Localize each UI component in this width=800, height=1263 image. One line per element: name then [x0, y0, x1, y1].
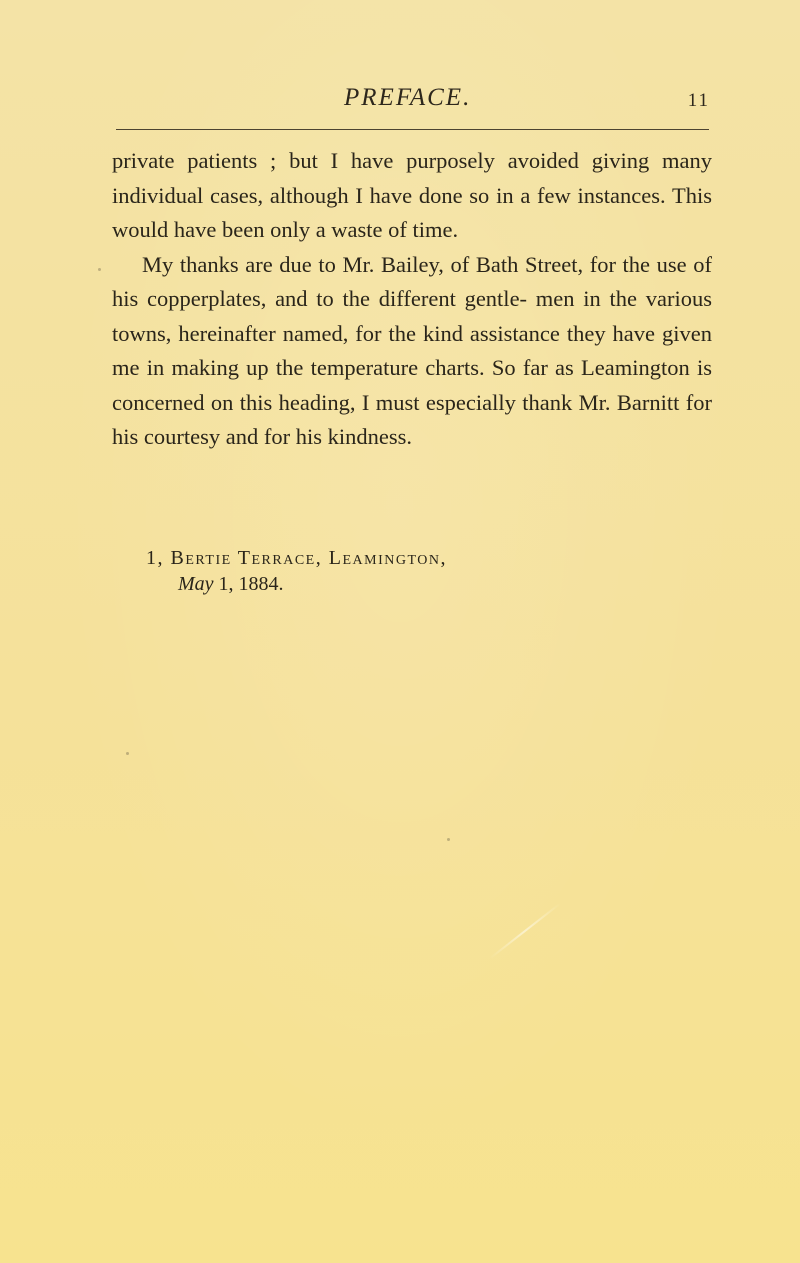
date-month: May: [178, 573, 214, 595]
paper-speck: [447, 838, 450, 841]
paragraph-thanks: My thanks are due to Mr. Bailey, of Bath Street, for the use of his copperplates, and to the different gentle- men in the various towns, hereinafter named, for the kind assistance they have given me in making up the temperature charts. So far as Leamington is concerned on this heading, I must especially thank Mr. Barnitt for his courtesy and for his kindness.: [112, 251, 712, 449]
paper-speck: [98, 268, 101, 271]
preface-body: [112, 144, 712, 455]
paper-speck: [126, 752, 129, 755]
date-line: [178, 571, 686, 597]
paragraph-continued: private patients ; but I have purposely avoided giving many individual cases, although I have done so in a few instances. This would have been only a waste of time.: [112, 148, 712, 242]
page-header: [112, 82, 710, 118]
address-line: 1, Bertie Terrace, Leamington,: [146, 547, 447, 569]
paper-crease: [489, 903, 561, 960]
signature-block: [146, 545, 686, 597]
date-day-year: 1, 1884.: [213, 573, 284, 595]
running-title: PREFACE.: [344, 84, 472, 111]
header-rule: [116, 129, 709, 130]
page-number: 11: [687, 90, 710, 111]
